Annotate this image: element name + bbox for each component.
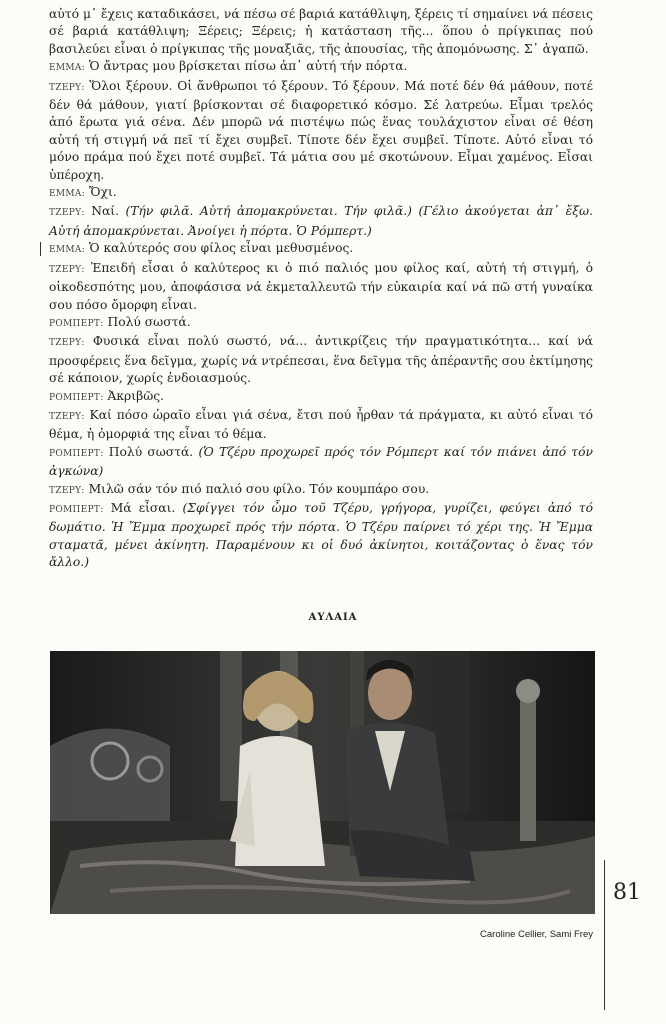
line-text: Ὁ καλύτερός σου φίλος εἶναι μεθυσμένος. bbox=[88, 241, 354, 256]
photo-caption: Caroline Cellier, Sami Frey bbox=[480, 929, 593, 940]
line-text: Φυσικά εἶναι πολύ σωστό, νά... ἀντικρίζεις τήν πραγματικότητα... καί νά προσφέρεις ἕνα δεῖγμα, χωρίς νά ντρέπεσαι, ἕνα δεῖγμα τῆς ἀπέραντῆς σου ἐκτίμησης σέ κάποιον, χωρίς ἐνδοιασμούς. bbox=[49, 334, 593, 386]
dialogue-continuation bbox=[49, 6, 593, 58]
line-text: Πολύ σωστά. bbox=[107, 314, 191, 329]
speaker-name: ΤΖΕΡΥ: bbox=[49, 485, 85, 496]
dialogue-line bbox=[49, 444, 593, 481]
line-text: Καί πόσο ὡραῖο εἶναι γιά σένα, ἔτσι πού ἦρθαν τά πράγματα, κι αὐτό εἶναι τό θέμα, ἡ ὀμορφιά της εἶναι τό θέμα. bbox=[49, 407, 593, 442]
dialogue-line bbox=[49, 333, 593, 387]
speaker-name: ΕΜΜΑ: bbox=[49, 63, 86, 74]
dialogue-line bbox=[49, 481, 593, 500]
dialogue-line bbox=[49, 500, 593, 572]
speaker-name: ΤΖΕΡΥ: bbox=[49, 208, 85, 219]
line-text: Ἀκριβῶς. bbox=[107, 388, 165, 403]
dialogue-line bbox=[49, 407, 593, 444]
stage-direction: (Ὁ Τζέρυ προχωρεῖ πρός τόν Ρόμπερτ καί τόν πιάνει ἀπό τόν ἀγκώνα) bbox=[49, 444, 593, 479]
speaker-name: ΤΖΕΡΥ: bbox=[49, 411, 85, 422]
dialogue-line bbox=[49, 388, 593, 407]
line-text: Ὄχι. bbox=[88, 185, 117, 200]
line-text: Ὁ ἄντρας μου βρίσκεται πίσω ἀπ᾽ αὐτή τήν πόρτα. bbox=[88, 59, 408, 74]
page-number: 81 bbox=[613, 880, 641, 905]
stage-photo-illustration bbox=[50, 651, 595, 914]
dialogue-text bbox=[49, 6, 593, 572]
speaker-name: ΤΖΕΡΥ: bbox=[49, 82, 85, 93]
dialogue-line bbox=[49, 184, 593, 203]
stage-photo bbox=[50, 651, 595, 914]
line-text: Ναί. bbox=[91, 204, 119, 219]
line-text: αὐτό μ᾽ ἔχεις καταδικάσει, νά πέσω σέ βαριά κατάθλιψη, ξέρεις τί σημαίνει νά πέσεις σέ βαριά κατάθλιψη; Ξέρεις; Ξέρεις; ἡ κατάσταση τῆς... ὅπου ὁ πρίγκιπας πού βασιλεύει εἶναι ὁ πρίγκιπας τῆς μοναξιᾶς, τῆς ἀπουσίας, τῆς ἀπομόνωσης. Σ᾽ ἀγαπῶ. bbox=[49, 7, 593, 56]
speaker-name: ΡΟΜΠΕΡΤ: bbox=[49, 504, 104, 515]
speaker-name: ΤΖΕΡΥ: bbox=[49, 338, 85, 349]
margin-tick bbox=[40, 242, 41, 256]
dialogue-line bbox=[49, 314, 593, 333]
speaker-name: ΡΟΜΠΕΡΤ: bbox=[49, 392, 104, 403]
speaker-name: ΡΟΜΠΕΡΤ: bbox=[49, 448, 104, 459]
dialogue-line bbox=[49, 260, 593, 314]
dialogue-line bbox=[49, 58, 593, 77]
line-text: Ὅλοι ξέρουν. Οἱ ἄνθρωποι τό ξέρουν. Τό ξέρουν. Μά ποτέ δέν θά μάθουν, ποτέ δέν θά μάθουν, γιατί βρίσκονται σέ διαφορετικό κόσμο. Σέ λατρεύω. Εἶμαι τρελός ἀπό ἔρωτα γιά σένα. Δέν μπορῶ νά πιστέψω πώς ἕνας τουλάχιστον εἶναι σέ θέση αὐτή τή στιγμή νά πεῖ τί ἔχει συμβεῖ. Τίποτε δέν ἔχει συμβεῖ. Τίποτε. Αὐτό εἶναι τό μόνο πράμα πού ἔχει ποτέ συμβεῖ. Τά μάτια σου μέ σκοτώνουν. Εἶμαι χαμένος. Εἶσαι ὑπέροχη. bbox=[49, 78, 593, 182]
dialogue-line bbox=[49, 78, 593, 184]
stage-direction: (Τήν φιλᾶ. Αὐτή ἀπομακρύνεται. Τήν φιλᾶ.) (Γέλιο ἀκούγεται ἀπ᾽ ἔξω. Αὐτή ἀπομακρύνεται. Ἀνοίγει ἡ πόρτα. Ὁ Ρόμπερτ.) bbox=[49, 204, 593, 238]
dialogue-line bbox=[49, 240, 593, 259]
line-text: Μιλῶ σάν τόν πιό παλιό σου φίλο. Τόν κουμπάρο σου. bbox=[88, 481, 430, 496]
speaker-name: ΕΜΜΑ: bbox=[49, 245, 86, 256]
stage-direction: (Σφίγγει τόν ὦμο τοῦ Τζέρυ, γρήγορα, γυρίζει, φεύγει ἀπό τό δωμάτιο. Ἡ Ἔμμα προχωρεῖ πρός τήν πόρτα. Ὁ Τζέρυ παίρνει τό χέρι της. Ἡ Ἔμμα σταματᾶ, μένει ἀκίνητη. Παραμένουν κι οἱ δυό ἀκίνητοι, κοιτάζοντας ὁ ἕνας τόν ἄλλο.) bbox=[49, 500, 594, 570]
line-text: Ἐπειδή εἶσαι ὁ καλύτερος κι ὁ πιό παλιός μου φίλος καί, αὐτή τή στιγμή, ὁ οἰκοδεσπότης μου, ἀποφάσισα νά ἐκμεταλλευτῶ τήν εὐκαιρία καί νά πῶ στή γυναίκα σου πόσο ὄμορφη εἶναι. bbox=[49, 260, 593, 312]
speaker-name: ΕΜΜΑ: bbox=[49, 189, 86, 200]
speaker-name: ΤΖΕΡΥ: bbox=[49, 264, 85, 275]
speaker-name: ΡΟΜΠΕΡΤ: bbox=[49, 318, 104, 329]
section-title: ΑΥΛΑΙΑ bbox=[308, 612, 358, 623]
dialogue-line bbox=[49, 203, 593, 240]
line-text: Πολύ σωστά. bbox=[108, 444, 194, 459]
page-edge-line bbox=[604, 860, 605, 1010]
line-text: Μά εἶσαι. bbox=[110, 500, 176, 515]
